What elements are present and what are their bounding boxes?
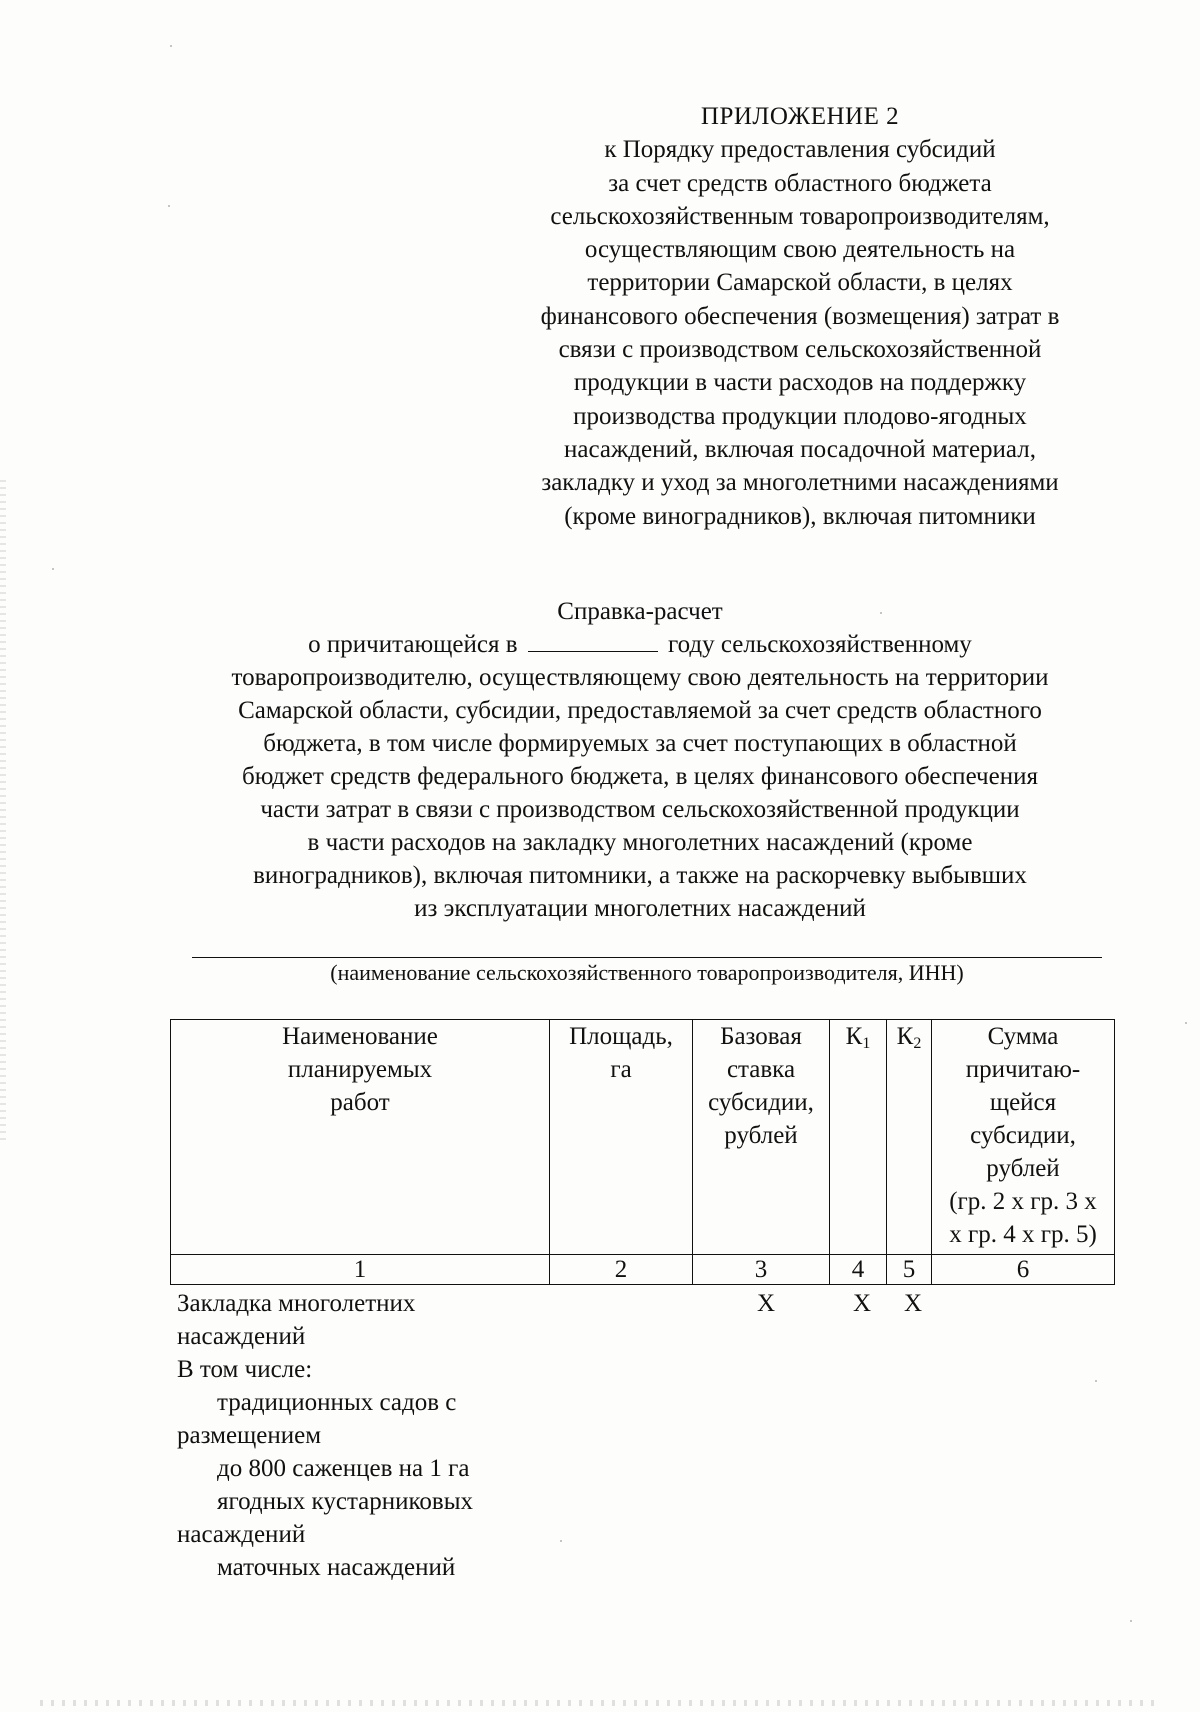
header-k1-base: К <box>845 1023 863 1050</box>
row-label: традиционных садов с размещением <box>177 1389 457 1449</box>
header-text: Площадь, <box>569 1023 673 1050</box>
appendix-title: ПРИЛОЖЕНИЕ 2 <box>700 103 900 130</box>
scan-speck <box>1095 1380 1097 1382</box>
not-applicable-mark: Х <box>904 1290 923 1317</box>
certificate-line: в части расходов на закладку многолетних насаждений (кроме <box>307 829 973 856</box>
appendix-line: осуществляющим свою деятельность на <box>584 236 1016 264</box>
header-base-rate <box>693 1020 830 1255</box>
appendix-line: финансового обеспечения (возмещения) затрат в <box>540 302 1060 330</box>
appendix-line: территории Самарской области, в целях <box>587 269 1013 297</box>
certificate-line: товаропроизводителю, осуществляющему свою деятельность на территории <box>231 664 1049 691</box>
appendix-line: насаждений, включая посадочной материал, <box>564 435 1036 463</box>
subsidy-table <box>170 1019 1115 1285</box>
appendix-line: производства продукции плодово-ягодных <box>573 402 1027 430</box>
appendix-line: за счет средств областного бюджета <box>608 169 992 197</box>
column-number: 6 <box>932 1255 1115 1285</box>
not-applicable-mark: Х <box>757 1290 776 1317</box>
column-number: 5 <box>887 1255 932 1285</box>
scan-speck <box>168 205 170 207</box>
recipient-name-field[interactable] <box>192 957 1102 958</box>
row-label: маточных насаждений <box>217 1554 456 1581</box>
certificate-line: бюджет средств федерального бюджета, в целях финансового обеспечения <box>242 763 1038 790</box>
row-label: до 800 саженцев на 1 га <box>217 1455 470 1482</box>
certificate-line: Самарской области, субсидии, предоставляемой за счет средств областного <box>238 697 1042 724</box>
header-text: (гр. 2 х гр. 3 х <box>949 1188 1097 1215</box>
certificate-line: бюджета, в том числе формируемых за счет поступающих в областной <box>263 730 1017 757</box>
certificate-year-line <box>160 628 1120 661</box>
header-k1 <box>830 1020 887 1255</box>
appendix-header <box>480 100 1120 533</box>
scan-speck <box>52 568 54 570</box>
header-work-name <box>171 1020 550 1255</box>
table-row <box>177 1485 1127 1551</box>
year-blank-field[interactable] <box>528 629 658 652</box>
header-k1-sub: 1 <box>862 1035 871 1052</box>
appendix-line: продукции в части расходов на поддержку <box>573 369 1027 397</box>
certificate-line: виноградников), включая питомники, а также на раскорчевку выбывших <box>253 862 1027 889</box>
header-text: рублей <box>986 1155 1060 1182</box>
recipient-caption: (наименование сельскохозяйственного товаропроизводителя, ИНН) <box>330 960 964 985</box>
header-text: Наименование <box>282 1023 438 1050</box>
row-label: Закладка многолетних насаждений <box>177 1290 416 1350</box>
scan-speck <box>880 612 882 614</box>
table-row <box>177 1551 1127 1584</box>
column-number-row <box>171 1255 1115 1285</box>
header-text: рублей <box>724 1122 798 1149</box>
header-text: Сумма <box>987 1023 1059 1050</box>
header-text: Базовая <box>720 1023 802 1050</box>
appendix-line: закладку и уход за многолетними насаждениями <box>541 469 1059 497</box>
table-header-row <box>171 1020 1115 1255</box>
column-number: 1 <box>171 1255 550 1285</box>
certificate-line: части затрат в связи с производством сельскохозяйственной продукции <box>260 796 1020 823</box>
header-subsidy-sum <box>932 1020 1115 1255</box>
scan-speck <box>1130 1620 1132 1622</box>
header-text: щейся <box>989 1089 1057 1116</box>
header-k2 <box>887 1020 932 1255</box>
certificate-heading <box>160 595 1120 925</box>
work-rows <box>177 1287 1127 1584</box>
appendix-line: связи с производством сельскохозяйственной <box>558 336 1042 364</box>
header-area <box>550 1020 693 1255</box>
header-text: х гр. 4 х гр. 5) <box>949 1221 1097 1248</box>
row-label: ягодных кустарниковых насаждений <box>177 1488 474 1548</box>
row-label: В том числе: <box>177 1356 313 1383</box>
table-row <box>177 1287 1127 1353</box>
appendix-line: (кроме виноградников), включая питомники <box>564 502 1036 530</box>
table-row <box>177 1386 1127 1452</box>
certificate-title: Справка-расчет <box>557 598 723 625</box>
scan-speck <box>1185 1022 1187 1024</box>
certificate-line1-before: о причитающейся в <box>308 631 518 658</box>
header-text: ставка <box>726 1056 796 1083</box>
appendix-line: к Порядку предоставления субсидий <box>604 136 996 164</box>
column-number: 2 <box>550 1255 693 1285</box>
appendix-line: сельскохозяйственным товаропроизводителям, <box>550 202 1050 230</box>
header-k2-base: К <box>896 1023 914 1050</box>
column-number: 3 <box>693 1255 830 1285</box>
table-row <box>177 1452 1127 1485</box>
header-text: субсидии, <box>708 1089 814 1116</box>
scan-speck <box>560 1540 562 1542</box>
header-text: работ <box>330 1089 390 1116</box>
column-number: 4 <box>830 1255 887 1285</box>
header-text: га <box>610 1056 632 1083</box>
header-text: причитаю- <box>965 1056 1081 1083</box>
header-text: субсидии, <box>970 1122 1076 1149</box>
table-row <box>177 1353 1127 1386</box>
header-text: планируемых <box>287 1056 433 1083</box>
not-applicable-mark: Х <box>853 1290 872 1317</box>
certificate-line: из эксплуатации многолетних насаждений <box>414 895 866 922</box>
scan-artifact <box>0 480 6 1140</box>
certificate-line1-after: году сельскохозяйственному <box>668 631 972 658</box>
scan-speck <box>170 45 172 47</box>
header-k2-sub: 2 <box>913 1035 922 1052</box>
scan-artifact <box>40 1700 1160 1706</box>
